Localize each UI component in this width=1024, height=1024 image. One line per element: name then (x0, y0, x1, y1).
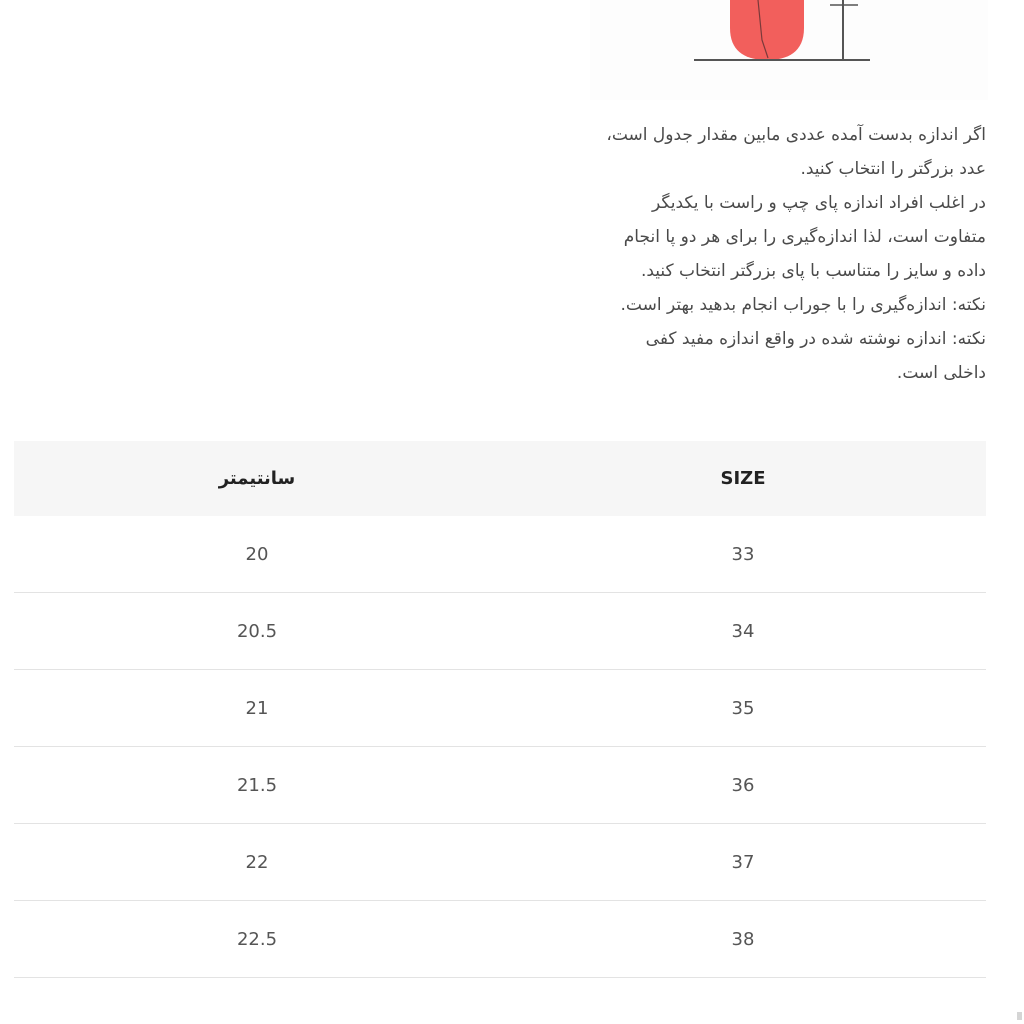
size-table (14, 441, 986, 978)
cell-size: 38 (500, 901, 986, 978)
table-row (14, 901, 986, 978)
cell-centimeter: 22.5 (14, 901, 500, 978)
table-row (14, 824, 986, 901)
note-line: متفاوت است، لذا اندازه‌گیری را برای هر دو پا انجام (623, 227, 986, 247)
header-centimeter: سانتیمتر (14, 441, 500, 516)
table-row (14, 670, 986, 747)
foot-diagram-icon (590, 0, 988, 100)
cell-size: 34 (500, 593, 986, 670)
note-line: عدد بزرگتر را انتخاب کنید. (800, 159, 986, 179)
foot-measurement-illustration (590, 0, 988, 100)
table-header-row (14, 441, 986, 516)
note-line: نکته: اندازه نوشته شده در واقع اندازه مفید کفی (645, 329, 986, 349)
cell-size: 33 (500, 516, 986, 593)
size-notes (556, 118, 986, 390)
cell-size: 37 (500, 824, 986, 901)
cell-centimeter: 21 (14, 670, 500, 747)
table-row (14, 516, 986, 593)
cell-size: 35 (500, 670, 986, 747)
cell-centimeter: 21.5 (14, 747, 500, 824)
note-line: اگر اندازه بدست آمده عددی مابین مقدار جدول است، (606, 125, 986, 145)
cell-centimeter: 20 (14, 516, 500, 593)
table-row (14, 593, 986, 670)
header-size: SIZE (500, 441, 986, 516)
cell-centimeter: 20.5 (14, 593, 500, 670)
cell-centimeter: 22 (14, 824, 500, 901)
cell-size: 36 (500, 747, 986, 824)
note-line: در اغلب افراد اندازه پای چپ و راست با یکدیگر (651, 193, 986, 213)
note-line: داخلی است. (896, 363, 986, 383)
note-line: نکته: اندازه‌گیری را با جوراب انجام بدهید بهتر است. (620, 295, 986, 315)
note-line: داده و سایز را متناسب با پای بزرگتر انتخاب کنید. (640, 261, 986, 281)
scroll-edge-marker (1017, 1012, 1022, 1020)
table-row (14, 747, 986, 824)
